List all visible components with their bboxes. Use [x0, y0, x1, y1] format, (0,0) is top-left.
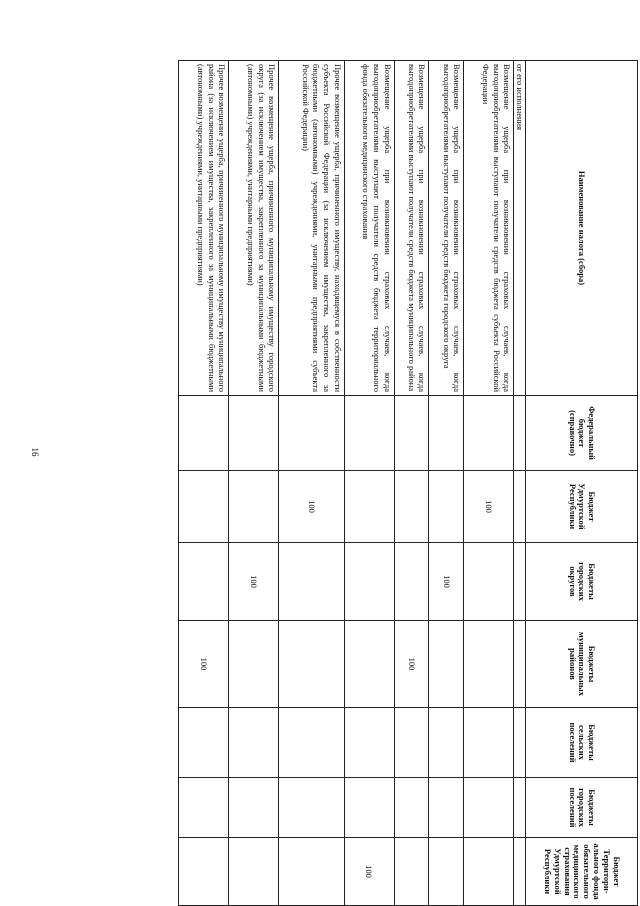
cell-name: Возмещение ущерба при возникновении страховых случаев, когда выгодоприобретателями выступают получатели средств бюджета городского округа [429, 61, 464, 396]
cell-republic [229, 471, 279, 543]
table-row [179, 61, 229, 906]
cell-tfoms [514, 838, 526, 906]
table-row [394, 61, 429, 906]
cell-city-districts [514, 543, 526, 621]
cell-republic: 100 [279, 471, 344, 543]
table-row [344, 61, 394, 906]
cell-city-districts [394, 543, 429, 621]
cell-city-districts [179, 543, 229, 621]
cell-name: Прочее возмещение ущерба, причиненного муниципальному имуществу муниципального района (за исключением имущества, закрепленного за муниципальными бюджетными (автономными) учреждениями, унитарными предприятиями) [179, 61, 229, 396]
cell-rural-settlements [179, 708, 229, 778]
table-row [429, 61, 464, 906]
header-rural-settlements: Бюджеты сельских поселений [526, 708, 638, 778]
cell-urban-settlements [279, 778, 344, 838]
cell-federal [464, 396, 514, 471]
table-body [179, 61, 526, 906]
cell-name: Прочее возмещение ущерба, причиненного муниципальному имуществу городского округа (за исключением имущества, закрепленного за муниципальными бюджетными (автономными) учреждениями, унитарными предприятиями) [229, 61, 279, 396]
header-urban-settlements: Бюджеты городских поселений [526, 778, 638, 838]
cell-federal [394, 396, 429, 471]
cell-municipal-districts [514, 621, 526, 708]
cell-city-districts: 100 [229, 543, 279, 621]
table-row [514, 61, 526, 906]
cell-tfoms [279, 838, 344, 906]
header-name: Наименование налога (сбора) [526, 61, 638, 396]
header-city-districts: Бюджеты городских округов [526, 543, 638, 621]
cell-rural-settlements [464, 708, 514, 778]
cell-tfoms [229, 838, 279, 906]
rotated-page-content [178, 60, 638, 905]
cell-name: Прочее возмещение ущерба, причиненного имуществу, находящемуся в собственности субъекта Российской Федерации (за исключением имущества, закрепленного за бюджетными (автономными) учреждениями, унитарными предприятиями субъекта Российской Федерации) [279, 61, 344, 396]
cell-tfoms [429, 838, 464, 906]
cell-urban-settlements [179, 778, 229, 838]
cell-municipal-districts [464, 621, 514, 708]
cell-name: от его исполнения [514, 61, 526, 396]
cell-urban-settlements [229, 778, 279, 838]
page-number: 16 [30, 447, 40, 457]
cell-tfoms [179, 838, 229, 906]
cell-federal [514, 396, 526, 471]
cell-city-districts [279, 543, 344, 621]
table-row [279, 61, 344, 906]
cell-republic: 100 [464, 471, 514, 543]
cell-rural-settlements [514, 708, 526, 778]
cell-tfoms [464, 838, 514, 906]
cell-republic [179, 471, 229, 543]
cell-name: Возмещение ущерба при возникновении страховых случаев, когда выгодоприобретателями выступают получатели средств бюджета территориального фонда обязательного медицинского страхования [344, 61, 394, 396]
cell-rural-settlements [394, 708, 429, 778]
table-row [464, 61, 514, 906]
header-row [526, 61, 638, 906]
cell-urban-settlements [394, 778, 429, 838]
cell-city-districts: 100 [429, 543, 464, 621]
cell-republic [344, 471, 394, 543]
header-municipal-districts: Бюджеты муниципальных районов [526, 621, 638, 708]
cell-federal [229, 396, 279, 471]
table-row [229, 61, 279, 906]
cell-tfoms [394, 838, 429, 906]
cell-federal [279, 396, 344, 471]
cell-municipal-districts [429, 621, 464, 708]
cell-federal [344, 396, 394, 471]
cell-federal [429, 396, 464, 471]
cell-urban-settlements [429, 778, 464, 838]
cell-urban-settlements [514, 778, 526, 838]
cell-rural-settlements [429, 708, 464, 778]
cell-name: Возмещение ущерба при возникновении страховых случаев, когда выгодоприобретателями выступают получатели средств бюджета субъекта Российской Федерации [464, 61, 514, 396]
cell-rural-settlements [279, 708, 344, 778]
revenue-distribution-table [178, 60, 638, 906]
cell-municipal-districts [344, 621, 394, 708]
cell-municipal-districts [229, 621, 279, 708]
cell-federal [179, 396, 229, 471]
cell-republic [514, 471, 526, 543]
cell-urban-settlements [344, 778, 394, 838]
cell-tfoms: 100 [344, 838, 394, 906]
header-tfoms: Бюджет Территори-ального фонда обязательного медицинского страхования Удмуртской Республики [526, 838, 638, 906]
cell-municipal-districts: 100 [179, 621, 229, 708]
cell-municipal-districts: 100 [394, 621, 429, 708]
cell-city-districts [464, 543, 514, 621]
cell-rural-settlements [229, 708, 279, 778]
cell-republic [429, 471, 464, 543]
cell-urban-settlements [464, 778, 514, 838]
cell-name: Возмещение ущерба при возникновении страховых случаев, когда выгодоприобретателями выступают получатели средств бюджета муниципального района [394, 61, 429, 396]
cell-city-districts [344, 543, 394, 621]
cell-rural-settlements [344, 708, 394, 778]
cell-municipal-districts [279, 621, 344, 708]
cell-republic [394, 471, 429, 543]
header-federal: Федеральный бюджет (справочно) [526, 396, 638, 471]
header-republic: Бюджет Удмуртской Республики [526, 471, 638, 543]
